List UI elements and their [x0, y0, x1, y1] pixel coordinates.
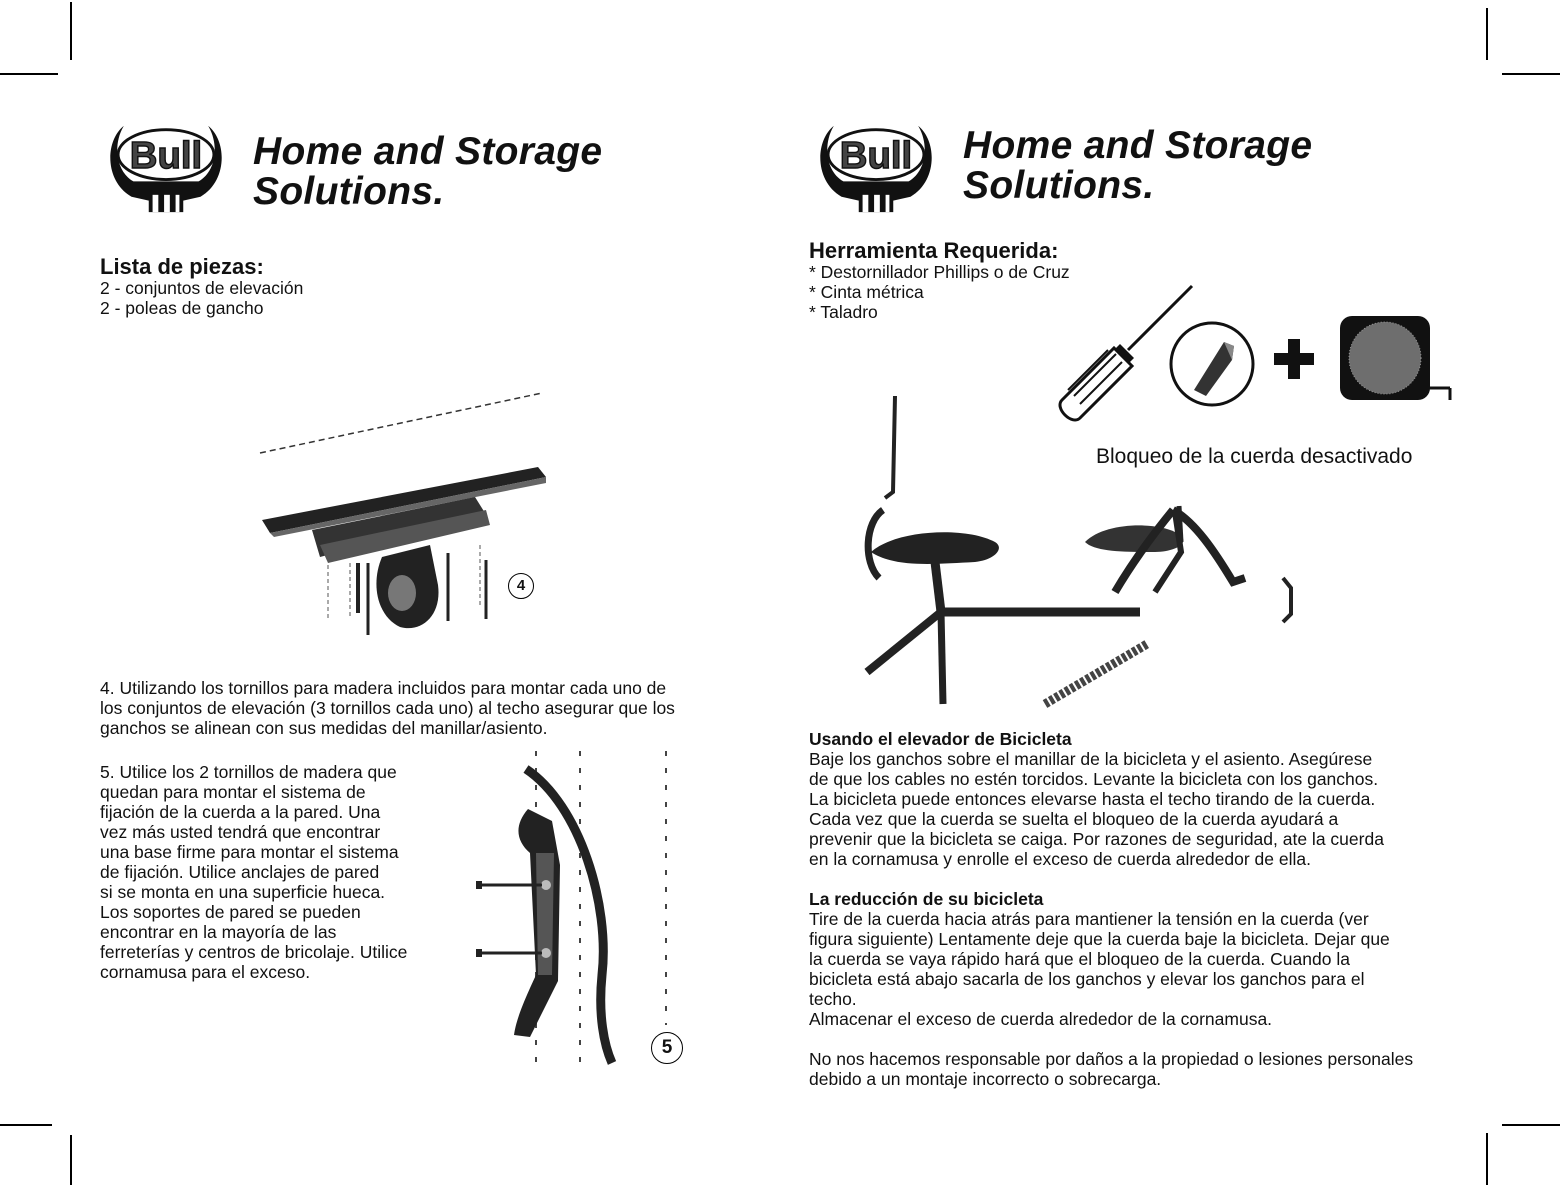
crop-mark	[70, 1135, 72, 1185]
crop-mark	[0, 73, 58, 75]
using-text	[809, 749, 1384, 869]
using-line: Cada vez que la cuerda se suelta el bloqueo de la cuerda ayudará a	[809, 809, 1339, 829]
step-5-line: si se monta en una superficie hueca.	[100, 882, 386, 902]
step-5-line: quedan para montar el sistema de	[100, 782, 366, 802]
reduction-line: Tire de la cuerda hacia atrás para mantiener la tensión en la cuerda (ver	[809, 909, 1369, 929]
crop-mark	[1486, 8, 1488, 60]
crop-mark	[1502, 73, 1560, 75]
ceiling-mount-illustration	[250, 385, 560, 645]
brand-title	[963, 126, 1312, 206]
step-5-line: Los soportes de pared se pueden	[100, 902, 361, 922]
reduction-title: La reducción de su bicicleta	[809, 889, 1044, 909]
using-line: de que los cables no estén torcidos. Levante la bicicleta con los ganchos.	[809, 769, 1379, 789]
step-4-line: 4. Utilizando los tornillos para madera incluidos para montar cada uno de	[100, 678, 667, 698]
using-line: en la cornamusa y enrolle el exceso de cuerda alrededor de ella.	[809, 849, 1311, 869]
tools-item: * Taladro	[809, 302, 878, 322]
brand-line-2: Solutions.	[253, 170, 445, 213]
step-4-text	[100, 678, 675, 738]
brand-title	[253, 132, 602, 212]
logo-text: Bull	[839, 134, 913, 177]
tape-measure-icon	[1338, 312, 1456, 404]
disclaimer-text	[809, 1049, 1413, 1089]
brand-line-1: Home and Storage	[253, 130, 603, 173]
step-4-line: los conjuntos de elevación (3 tornillos cada uno) al techo asegurar que los	[100, 698, 675, 718]
crop-mark	[70, 2, 72, 60]
rope-lock-caption: Bloqueo de la cuerda desactivado	[1096, 445, 1413, 468]
step-4-line: ganchos se alinean con sus medidas del manillar/asiento.	[100, 718, 548, 738]
step-5-line: cornamusa para el exceso.	[100, 962, 311, 982]
brand-line-1: Home and Storage	[963, 124, 1313, 167]
tools-title: Herramienta Requerida:	[809, 238, 1059, 263]
bike-hook-illustration	[855, 392, 1305, 717]
crop-mark	[1502, 1124, 1560, 1126]
tools-item: * Destornillador Phillips o de Cruz	[809, 262, 1070, 282]
parts-title: Lista de piezas:	[100, 254, 264, 279]
bull-logo-left	[100, 122, 232, 214]
step-5-line: ferreterías y centros de bricolaje. Utilice	[100, 942, 408, 962]
reduction-line: figura siguiente) Lentamente deje que la cuerda baje la bicicleta. Dejar que	[809, 929, 1390, 949]
reduction-line: bicicleta está abajo sacarla de los ganchos y elevar los ganchos para el	[809, 969, 1365, 989]
using-line: La bicicleta puede entonces elevarse hasta el techo tirando de la cuerda.	[809, 789, 1376, 809]
tools-list	[809, 262, 1070, 322]
bull-logo-right	[810, 122, 942, 214]
step-5-line: 5. Utilice los 2 tornillos de madera que	[100, 762, 397, 782]
reduction-line: techo.	[809, 989, 857, 1009]
reduction-line: la cuerda se vaya rápido hará que el bloqueo de la cuerda. Cuando la	[809, 949, 1350, 969]
using-title: Usando el elevador de Bicicleta	[809, 729, 1072, 749]
wall-cleat-illustration	[470, 745, 700, 1075]
callout-5: 5	[651, 1032, 683, 1064]
step-5-line: encontrar en la mayoría de las	[100, 922, 337, 942]
callout-4: 4	[508, 573, 534, 599]
reduction-text	[809, 909, 1390, 1029]
using-line: Baje los ganchos sobre el manillar de la bicicleta y el asiento. Asegúrese	[809, 749, 1373, 769]
parts-list	[100, 278, 303, 318]
parts-item: 2 - conjuntos de elevación	[100, 278, 304, 298]
step-5-line: fijación de la cuerda a la pared. Una	[100, 802, 381, 822]
step-5-line: de fijación. Utilice anclajes de pared	[100, 862, 380, 882]
step-5-text	[100, 762, 407, 982]
crop-mark	[1486, 1133, 1488, 1185]
step-5-line: vez más usted tendrá que encontrar	[100, 822, 381, 842]
tools-item: * Cinta métrica	[809, 282, 924, 302]
plus-icon	[1272, 337, 1316, 381]
logo-text: Bull	[129, 134, 203, 177]
parts-item: 2 - poleas de gancho	[100, 298, 264, 318]
brand-line-2: Solutions.	[963, 164, 1155, 207]
step-5-line: una base firme para montar el sistema	[100, 842, 399, 862]
using-line: prevenir que la bicicleta se caiga. Por razones de seguridad, ate la cuerda	[809, 829, 1384, 849]
disclaimer-line: No nos hacemos responsable por daños a la propiedad o lesiones personales	[809, 1049, 1414, 1069]
reduction-line: Almacenar el exceso de cuerda alrededor de la cornamusa.	[809, 1009, 1273, 1029]
crop-mark	[0, 1124, 52, 1126]
disclaimer-line: debido a un montaje incorrecto o sobrecarga.	[809, 1069, 1162, 1089]
